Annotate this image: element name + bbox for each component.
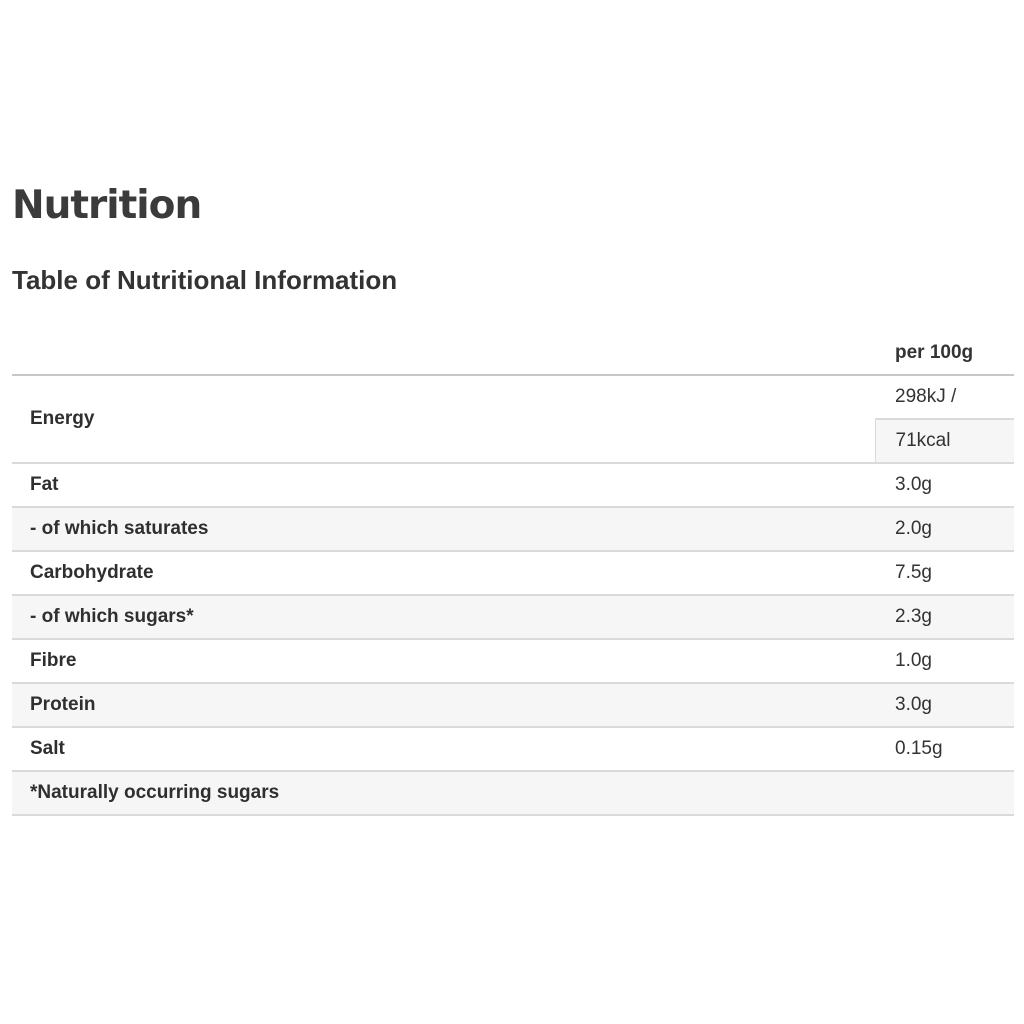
table-row-sugars xyxy=(12,595,1014,639)
energy-kcal-value: 71kcal xyxy=(875,419,1014,463)
row-label-fat: Fat xyxy=(12,463,875,507)
nutrition-table xyxy=(12,330,1014,816)
salt-value: 0.15g xyxy=(875,727,1014,771)
row-label-saturates: - of which saturates xyxy=(12,507,875,551)
nutrient-column-header xyxy=(12,330,875,375)
table-row-fat xyxy=(12,463,1014,507)
table-row-salt xyxy=(12,727,1014,771)
footnote-text: *Naturally occurring sugars xyxy=(12,771,1014,815)
row-label-protein: Protein xyxy=(12,683,875,727)
carbohydrate-value: 7.5g xyxy=(875,551,1014,595)
row-label-carbohydrate: Carbohydrate xyxy=(12,551,875,595)
protein-value: 3.0g xyxy=(875,683,1014,727)
fat-value: 3.0g xyxy=(875,463,1014,507)
row-label-fibre: Fibre xyxy=(12,639,875,683)
table-row-energy xyxy=(12,375,1014,419)
table-row-saturates xyxy=(12,507,1014,551)
saturates-value: 2.0g xyxy=(875,507,1014,551)
row-label-salt: Salt xyxy=(12,727,875,771)
table-header-row xyxy=(12,330,1014,375)
table-row-fibre xyxy=(12,639,1014,683)
section-heading: Table of Nutritional Information xyxy=(12,265,398,295)
table-row-footnote xyxy=(12,771,1014,815)
per-100g-column-header: per 100g xyxy=(875,330,1014,375)
energy-kj-value: 298kJ / xyxy=(895,386,957,407)
sugars-value: 2.3g xyxy=(875,595,1014,639)
row-label-sugars: - of which sugars* xyxy=(12,595,875,639)
table-row-carbohydrate xyxy=(12,551,1014,595)
fibre-value: 1.0g xyxy=(875,639,1014,683)
page-title: Nutrition xyxy=(12,183,202,228)
table-row-protein xyxy=(12,683,1014,727)
row-label-energy: Energy xyxy=(30,408,95,429)
